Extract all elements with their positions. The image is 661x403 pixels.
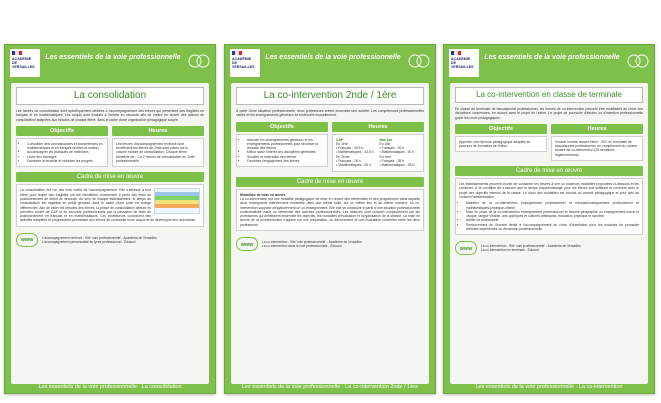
cadre-text: Les établissements peuvent choisir de consacrer les heures à une ou plusieurs modalités proposées ci-dessous et les combiner. À la condition de s'assurer que le temps d'apprentissage pour les élèves soit suffisant et cohérent avec le projet des objectifs retenus de la classe. Le choix des modalités est soumis au conseil pédagogique et pour avis au conseil d'administration. — [459, 182, 639, 199]
heures-heading: Heures — [551, 124, 643, 134]
brand-line-2: DE VERSAILLES — [451, 61, 474, 69]
poster-title: La co-intervention 2nde / 1ère — [236, 87, 424, 105]
marianne-flag-icon — [232, 51, 242, 55]
poster-body — [450, 83, 648, 384]
brand-line-2: DE VERSAILLES — [12, 61, 35, 69]
voie-pro-deco-icon — [408, 51, 430, 71]
objectif-item: • Favoriser l'engagement des élèves — [247, 159, 324, 163]
www-badge: WWW — [236, 237, 258, 251]
cadre-text: La co-intervention est une modalité pédagogique de mise en œuvre des référentiels et des programmes dans laquelle deux enseignants interviennent ensemble dans une même salle, sur un même lieu et au même moment. La co-intervention suppose obligatoirement un co-enseignement. Elle doit se construire à partir d'une situation professionnelle contextualisée issue du référentiel des activités professionnelles. Les séances sont conçues conjointement par les professeurs qui définissent ensemble les objectifs, les modalités d'évaluation et l'organisation de la séance. La mise en œuvre de la co-intervention s'appuie sur une préparation, un déroulement et une évaluation concertés entre les deux professeurs. — [240, 196, 420, 227]
objectifs-heading: Objectifs — [236, 122, 328, 132]
hours-line: • Français : 28 h — [379, 159, 405, 164]
cadre-item: • Mise en place de la co-intervention enseignement professionnel et histoire-géographie ou enseignement moral et civique, langue vivante, arts appliqués et cultures artistiques, éducation physique et sportive — [466, 210, 639, 219]
poster-title: La co-intervention en classe de terminale — [455, 87, 643, 103]
poster-co-intervention-terminale — [443, 44, 655, 394]
objectifs-heading: Objectifs — [16, 126, 108, 136]
bottom-caption: Les essentiels de la voie professionnelle · La co-intervention 2nde / 1ère — [241, 384, 419, 390]
objectif-item: • Articuler les enseignements généraux et les enseignements professionnels pour favoriser la réussite des élèves — [247, 138, 324, 151]
voie-pro-deco-icon — [627, 51, 649, 71]
hours-line: • Mathématiques : 30 h — [379, 150, 415, 155]
poster-title: La consolidation — [16, 87, 204, 105]
cadre-text-box — [16, 184, 204, 226]
banner-title: Les essentiels de la voie professionnelle — [265, 54, 401, 61]
intro-text: En classe de terminale de baccalauréat professionnel, les heures de co-intervention peuvent être mobilisées au choix des disciplines concernées, en accord avec le projet de l'élève. Le projet de poursuite d'études ou d'insertion professionnelle guide les choix pédagogiques. — [455, 107, 643, 120]
academie-logo — [10, 49, 40, 77]
cadre-heading: Cadre de mise en œuvre — [236, 177, 424, 187]
brand-line-1: ACADÉMIE — [12, 57, 32, 61]
hours-col-head: CAP — [336, 137, 344, 142]
cadre-heading: Cadre de mise en œuvre — [455, 166, 643, 176]
hours-line: • Mathématiques : 26 h — [336, 163, 371, 168]
poster-co-intervention — [224, 44, 436, 394]
poster-header — [5, 45, 215, 81]
objectifs-box: Apporter une réponse pédagogique adaptée au parcours de formation de l'élève. — [455, 136, 547, 153]
hours-line: • Mathématiques : 28 h — [379, 163, 415, 168]
poster-body — [11, 83, 209, 384]
hours-line: • Français : 30 h — [379, 146, 405, 151]
hours-line: En 1ère — [379, 154, 392, 159]
hours-line: • Mathématiques : 43,5 h — [336, 150, 374, 155]
hours-line: En 1ère — [336, 141, 348, 146]
cadre-text-box — [236, 189, 424, 231]
heures-box — [332, 134, 424, 172]
hours-line: En 2de — [379, 141, 391, 146]
tests-chart-image — [154, 188, 200, 214]
banner-title: Les essentiels de la voie professionnelle — [484, 54, 620, 61]
objectif-item: • Favoriser la réussite et valoriser les progrès — [27, 159, 104, 163]
modalites-title: Modalités de mise en œuvre — [240, 192, 286, 197]
academie-logo — [449, 49, 479, 77]
resources-strip — [236, 235, 424, 253]
objectifs-box — [236, 134, 328, 168]
heures-heading: Heures — [332, 122, 424, 132]
resource-link[interactable]: L'accompagnement renforcé - Site 'voie professionnelle' - Académie de Versailles — [42, 235, 157, 240]
intro-text: Les heures de consolidation sont spécifiquement dédiées à l'accompagnement des élèves qui présentent des fragilités en français et en mathématiques. Les acquis sont évalués à l'entrée en seconde afin de mettre en œuvre des actions de consolidation adaptées aux besoins de chaque élève, dans le cadre d'une organisation pédagogique souple. — [16, 109, 204, 122]
academie-logo — [230, 49, 260, 77]
resource-link[interactable]: La co-intervention - Site 'voie professionnelle' - Académie de Versailles — [262, 239, 362, 244]
poster-body — [231, 83, 429, 384]
resource-link[interactable]: La co-intervention dans la voie professionnelle - Éduscol — [262, 244, 342, 249]
intro-text: À partir d'une situation professionnelle, deux professeurs créent ensemble une activité. Les compétences professionnelles visées et les enseignements généraux se renforcent mutuellement. — [236, 109, 424, 118]
cadre-item: • Atelier de philosophie — [466, 218, 639, 222]
poster-header — [444, 45, 654, 81]
cadre-text-box — [455, 178, 643, 235]
bottom-caption: Les essentiels de la voie professionnelle · La co-intervention — [475, 384, 623, 390]
marianne-flag-icon — [451, 51, 461, 55]
poster-header — [225, 45, 435, 81]
banner-title: Les essentiels de la voie professionnelle — [45, 54, 181, 61]
objectif-item: • Lever des blocages — [27, 155, 104, 159]
brand-line-2: DE VERSAILLES — [232, 61, 255, 69]
brand-line-1: ACADÉMIE — [232, 57, 252, 61]
objectif-item: • Susciter la motivation des élèves — [247, 155, 324, 159]
resource-link[interactable]: L'accompagnement personnalisé au lycée professionnel - Éduscol — [42, 239, 136, 244]
hours-line: En 2ème — [336, 154, 350, 159]
heures-box: Les heures d'accompagnement renforcé dont bénéficient les élèves de 2nde sont prises sur le volume horaire de consolidation. Chaque élève bénéficie de : 1 à 2 heures de consolidation en 2nde professionnelle. — [112, 138, 204, 167]
www-badge: WWW — [455, 241, 477, 255]
objectif-item: • Accompagner les pratiques de méthodes — [27, 150, 104, 154]
heures-heading: Heures — [112, 126, 204, 136]
hours-line: • Français : 26 h — [336, 159, 361, 164]
marianne-flag-icon — [12, 51, 22, 55]
objectifs-heading: Objectifs — [455, 124, 547, 134]
resource-link[interactable]: La co-intervention en terminale - Éduscol — [481, 248, 539, 253]
objectif-item: • Mieux saisir l'intérêt des disciplines générales — [247, 150, 324, 154]
objectifs-box — [16, 138, 108, 167]
www-badge: WWW — [16, 233, 38, 247]
hours-line: • Français : 43,5 h — [336, 146, 364, 151]
resources-strip — [16, 231, 204, 249]
resource-link[interactable]: La co-intervention - Site 'voie professionnelle' - Académie de Versailles — [481, 244, 581, 249]
bottom-caption: Les essentiels de la voie professionnelle · La consolidation — [38, 384, 182, 390]
brand-line-1: ACADÉMIE — [451, 57, 471, 61]
resources-strip — [455, 239, 643, 257]
cadre-text: La consolidation est l'un des trois volets de l'accompagnement. Elle s'adresse à tout élève pour lequel des fragilités ont été identifiées, notamment à partir des tests de positionnement de début de seconde. Au sein de chaque établissement, le temps de consolidation est organisé en petits groupes dans le cadre d'une prise en charge différenciée. Afin de cibler les besoins des élèves, la phase de consolidation débute en première année de CAP et en seconde professionnelle par la passation de tests de positionnement en français et en mathématiques. Les professeurs conçoivent des activités adaptées et progressives permettant aux élèves de consolider leurs acquis et de développer leur autonomie. — [20, 188, 197, 223]
cadre-heading: Cadre de mise en œuvre — [16, 172, 204, 182]
heures-box: Volume horaire annuel élève : 39 h en terminale de baccalauréat professionnel, en complément du volume horaire de co-intervention (26 semaines réglementaires). — [551, 136, 643, 161]
objectif-item: • Consolider des connaissances et compétences en mathématiques et en français (écrites et orales) — [27, 142, 104, 151]
cadre-item: • Renforcement de l'horaire dédié à l'accompagnement au choix d'orientation pour les modules de poursuite d'études supérieures ou d'insertion professionnelle — [466, 223, 639, 232]
hours-col-head: Bac pro — [379, 137, 393, 142]
voie-pro-deco-icon — [188, 51, 210, 71]
poster-consolidation — [4, 44, 216, 394]
cadre-item: • Maintien de la co-intervention enseignement professionnel et français/enseignement professionnel et mathématiques-physique-chimie — [466, 201, 639, 210]
